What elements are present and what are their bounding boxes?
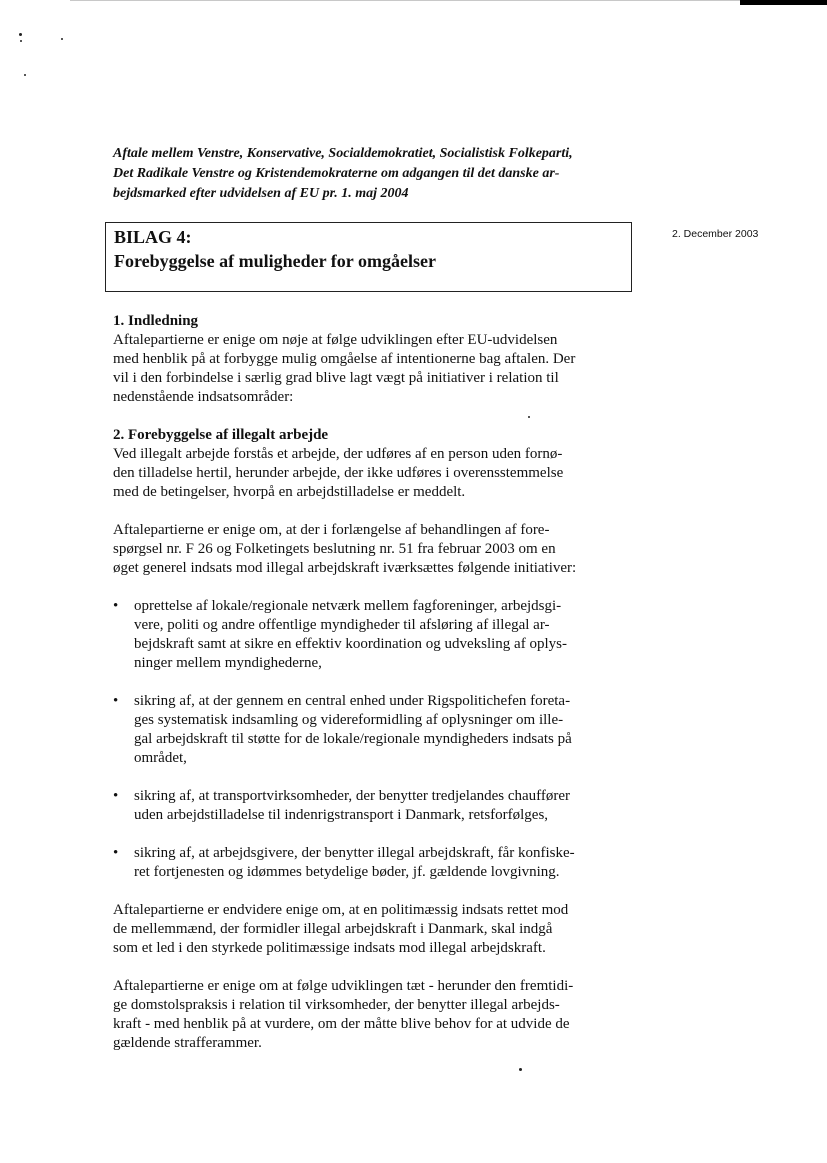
scan-speck (24, 74, 26, 76)
text-line: ret fortjenesten og idømmes betydelige bøder, jf. gældende lovgivning. (134, 864, 560, 880)
scan-speck (61, 38, 63, 40)
scan-top-edge (740, 0, 827, 5)
bilag-title-box (105, 222, 632, 292)
document-body (113, 312, 633, 1053)
text-line: vil i den forbindelse i særlig grad blive lagt vægt på initiativer i relation til (113, 370, 559, 386)
text-line: ge domstolspraksis i relation til virksomheder, der benytter illegal arbejds- (113, 997, 560, 1013)
text-line: sikring af, at arbejdsgivere, der benytter illegal arbejdskraft, får konfiske- (134, 845, 575, 861)
intro-line: bejdsmarked efter udvidelsen af EU pr. 1. maj 2004 (113, 186, 409, 201)
text-line: uden arbejdstilladelse til indenrigstransport i Danmark, retsforfølges, (134, 807, 549, 823)
text-line: Ved illegalt arbejde forstås et arbejde, der udføres af en person uden fornø- (113, 446, 563, 462)
scan-speck (19, 33, 22, 36)
text-line: vere, politi og andre offentlige myndigheder til afsløring af illegal ar- (134, 617, 550, 633)
text-line: gældende strafferammer. (113, 1035, 262, 1051)
scan-speck (20, 40, 22, 42)
bullet-icon: • (113, 693, 119, 709)
text-line: oprettelse af lokale/regionale netværk mellem fagforeninger, arbejdsgi- (134, 598, 562, 614)
text-line: Aftalepartierne er enige om nøje at følge udviklingen efter EU-udvidelsen (113, 332, 558, 348)
document-date: 2. December 2003 (672, 228, 759, 240)
bullet-icon: • (113, 845, 119, 861)
text-line: med henblik på at forbygge mulig omgåelse af intentionerne bag aftalen. Der (113, 351, 576, 367)
paragraph-definition (113, 445, 633, 502)
text-line: sikring af, at der gennem en central enhed under Rigspolitichefen foreta- (134, 693, 571, 709)
list-item (113, 787, 633, 825)
text-line: øget generel indsats mod illegal arbejdskraft iværksættes følgende initiativer: (113, 560, 577, 576)
list-item (113, 692, 633, 768)
text-line: Aftalepartierne er endvidere enige om, at en politimæssig indsats rettet mod (113, 902, 569, 918)
list-item (113, 844, 633, 882)
paragraph-initiatives-intro (113, 521, 633, 578)
text-line: ges systematisk indsamling og videreformidling af oplysninger om ille- (134, 712, 564, 728)
text-line: med de betingelser, hvorpå en arbejdstilladelse er meddelt. (113, 484, 466, 500)
text-line: nedenstående indsatsområder: (113, 389, 294, 405)
section-heading-indledning: 1. Indledning (113, 313, 199, 329)
paragraph-indledning (113, 331, 633, 407)
text-line: gal arbejdskraft til støtte for de lokale/regionale myndigheders indsats på (134, 731, 572, 747)
agreement-intro (113, 144, 633, 204)
initiatives-list (113, 597, 633, 882)
intro-line: Det Radikale Venstre og Kristendemokraterne om adgangen til det danske ar- (113, 166, 560, 181)
text-line: Aftalepartierne er enige om at følge udviklingen tæt - herunder den fremtidi- (113, 978, 574, 994)
bullet-icon: • (113, 788, 119, 804)
text-line: som et led i den styrkede politimæssige indsats mod illegal arbejdskraft. (113, 940, 546, 956)
paragraph-strafferammer (113, 977, 633, 1053)
scan-speck (519, 1068, 522, 1071)
intro-line: Aftale mellem Venstre, Konservative, Socialdemokratiet, Socialistisk Folkeparti, (113, 146, 573, 161)
scan-top-rule (70, 0, 827, 1)
text-line: bejdskraft samt at sikre en effektiv koordination og udveksling af oplys- (134, 636, 567, 652)
text-line: den tilladelse hertil, herunder arbejde, der ikke udføres i overensstemmelse (113, 465, 564, 481)
text-line: ninger mellem myndighederne, (134, 655, 322, 671)
bilag-number: BILAG 4: (114, 227, 192, 247)
section-heading-illegalt-arbejde: 2. Forebyggelse af illegalt arbejde (113, 427, 329, 443)
text-line: sikring af, at transportvirksomheder, der benytter tredjelandes chauffører (134, 788, 571, 804)
text-line: området, (134, 750, 187, 766)
text-line: Aftalepartierne er enige om, at der i forlængelse af behandlingen af fore- (113, 522, 550, 538)
text-line: de mellemmænd, der formidler illegal arbejdskraft i Danmark, skal indgå (113, 921, 553, 937)
text-line: kraft - med henblik på at vurdere, om der måtte blive behov for at udvide de (113, 1016, 570, 1032)
text-line: spørgsel nr. F 26 og Folketingets beslutning nr. 51 fra februar 2003 om en (113, 541, 556, 557)
list-item (113, 597, 633, 673)
bullet-icon: • (113, 598, 119, 614)
paragraph-mellemmaend (113, 901, 633, 958)
bilag-title: Forebyggelse af muligheder for omgåelser (114, 251, 436, 271)
